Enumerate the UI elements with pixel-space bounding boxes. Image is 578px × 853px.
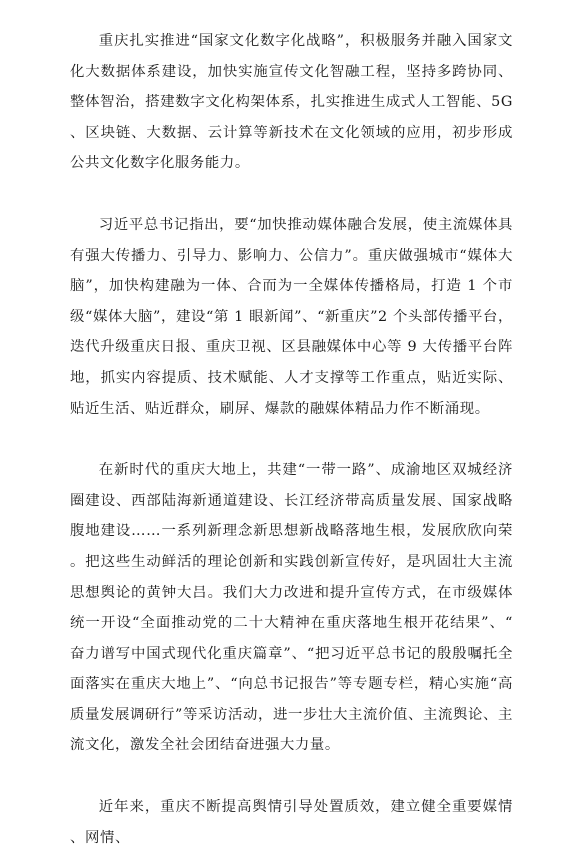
article-body: [70, 26, 513, 853]
paragraph-new-era-chongqing: 在新时代的重庆大地上，共建“一带一路”、成渝地区双城经济圈建设、西部陆海新通道建设、长江经济带高质量发展、国家战略腹地建设……一系列新理念新思想新战略落地生根，发展欣欣向荣。把这些生动鲜活的理论创新和实践创新宣传好，是巩固壮大主流思想舆论的黄钟大吕。我们大力改进和提升宣传方式，在市级媒体统一开设“全面推动党的二十大精神在重庆落地生根开花结果”、“奋力谱写中国式现代化重庆篇章”、“把习近平总书记的殷殷嘱托全面落实在重庆大地上”、“向总书记报告”等专题专栏，精心实施“高质量发展调研行”等采访活动，进一步壮大主流价值、主流舆论、主流文化，激发全社会团结奋进强大力量。: [70, 462, 513, 754]
paragraph-digital-culture: 重庆扎实推进“国家文化数字化战略”，积极服务并融入国家文化大数据体系建设，加快实施宣传文化智融工程，坚持多跨协同、整体智治，搭建数字文化构架体系，扎实推进生成式人工智能、5G、区块链、大数据、云计算等新技术在文化领域的应用，初步形成公共文化数字化服务能力。: [70, 33, 513, 172]
paragraph-public-opinion: 近年来，重庆不断提高舆情引导处置质效，建立健全重要媒情、网情、: [70, 799, 513, 846]
paragraph-media-integration: 习近平总书记指出，要“加快推动媒体融合发展，使主流媒体具有强大传播力、引导力、影响力、公信力”。重庆做强城市“媒体大脑”，加快构建融为一体、合而为一全媒体传播格局，打造 1 个市级“媒体大脑”，建设“第 1 眼新闻”、“新重庆”2 个头部传播平台，迭代升级重庆日报、重庆卫视、区县融媒体中心等 9 大传播平台阵地，抓实内容提质、技术赋能、人才支撑等工作重点，贴近实际、贴近生活、贴近群众，刷屏、爆款的融媒体精品力作不断涌现。: [70, 216, 513, 417]
